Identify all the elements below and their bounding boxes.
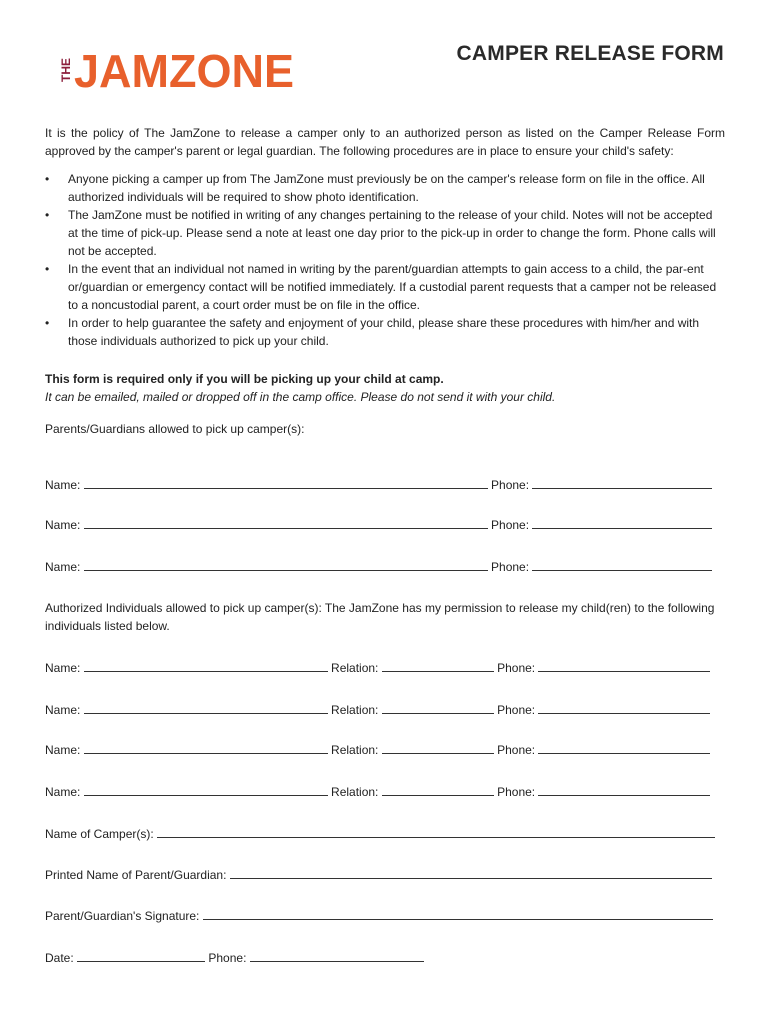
signature-label: Parent/Guardian's Signature: [45,909,200,923]
authorized-row [45,741,710,757]
submission-note: It can be emailed, mailed or dropped off in the camp office. Please do not send it with your child. [45,390,556,404]
phone-label: Phone: [497,785,536,799]
logo-the-text: THE [59,58,73,82]
date-phone-row [45,949,424,965]
name-label: Name: [45,560,81,574]
phone-label: Phone: [491,518,530,532]
parents-section-label: Parents/Guardians allowed to pick up camper(s): [45,422,305,436]
relation-label: Relation: [331,785,379,799]
name-label: Name: [45,743,81,757]
phone-label: Phone: [497,703,536,717]
logo-main-text: JAMZONE [74,45,294,94]
camper-name-label: Name of Camper(s): [45,827,154,841]
policy-section [45,124,725,438]
jamzone-logo [58,44,298,94]
relation-label: Relation: [331,743,379,757]
phone-label: Phone: [491,560,530,574]
authorized-name-field[interactable] [84,659,328,672]
date-field[interactable] [77,949,205,962]
list-item: • Anyone picking a camper up from The JamZone must previously be on the camper's release form on file in the office. All authorized individuals will be required to show photo identification. [45,170,725,206]
parent-name-field[interactable] [84,476,488,489]
authorized-row [45,701,710,717]
list-item: • In order to help guarantee the safety and enjoyment of your child, please share these procedures with him/her and with those individuals authorized to pick up your child. [45,314,725,350]
authorized-section-intro: Authorized Individuals allowed to pick up camper(s): The JamZone has my permission to release my child(ren) to the following individuals listed below. [45,601,715,633]
list-item: • The JamZone must be notified in writing of any changes pertaining to the release of your child. Notes will not be accepted at the time of pick-up. Please send a note at least one day prior to the pick-up in order to change the form. Phone calls will not be accepted. [45,206,725,260]
intro-paragraph: It is the policy of The JamZone to release a camper only to an authorized person as listed on the Camper Release Form approved by the camper's parent or legal guardian. The following procedures are in place to ensure your child's safety: [45,126,725,158]
printed-name-label: Printed Name of Parent/Guardian: [45,868,227,882]
name-label: Name: [45,661,81,675]
relation-label: Relation: [331,661,379,675]
requirement-notice: This form is required only if you will be picking up your child at camp. [45,372,444,386]
authorized-row [45,659,710,675]
parent-phone-field[interactable] [532,558,712,571]
phone-label: Phone: [497,743,536,757]
parent-row [45,558,712,574]
parent-name-field[interactable] [84,558,488,571]
authorized-phone-field[interactable] [538,741,710,754]
authorized-row [45,783,710,799]
parent-phone-field[interactable] [532,516,712,529]
name-label: Name: [45,703,81,717]
parent-phone-field[interactable] [532,476,712,489]
authorized-relation-field[interactable] [382,701,494,714]
signature-field[interactable] [203,907,713,920]
phone-field[interactable] [250,949,424,962]
parent-row [45,476,712,492]
parent-row [45,516,712,532]
phone-label: Phone: [497,661,536,675]
parent-name-field[interactable] [84,516,488,529]
camper-name-row [45,825,715,841]
authorized-phone-field[interactable] [538,783,710,796]
form-title: CAMPER RELEASE FORM [456,42,724,65]
authorized-name-field[interactable] [84,741,328,754]
date-label: Date: [45,951,74,965]
name-label: Name: [45,518,81,532]
list-item: • In the event that an individual not named in writing by the parent/guardian attempts to gain access to a child, the par-ent or/guardian or emergency contact will be notified immediately. If a custodial parent requests that a camper not be released to a noncustodial parent, a court order must be on file in the office. [45,260,725,314]
authorized-phone-field[interactable] [538,659,710,672]
phone-label: Phone: [491,478,530,492]
camper-name-field[interactable] [157,825,715,838]
authorized-relation-field[interactable] [382,659,494,672]
procedures-list [45,170,725,350]
authorized-relation-field[interactable] [382,783,494,796]
phone-label: Phone: [208,951,247,965]
authorized-relation-field[interactable] [382,741,494,754]
printed-name-row [45,866,712,882]
authorized-name-field[interactable] [84,783,328,796]
name-label: Name: [45,478,81,492]
authorized-phone-field[interactable] [538,701,710,714]
authorized-name-field[interactable] [84,701,328,714]
relation-label: Relation: [331,703,379,717]
signature-row [45,907,713,923]
printed-name-field[interactable] [230,866,712,879]
name-label: Name: [45,785,81,799]
